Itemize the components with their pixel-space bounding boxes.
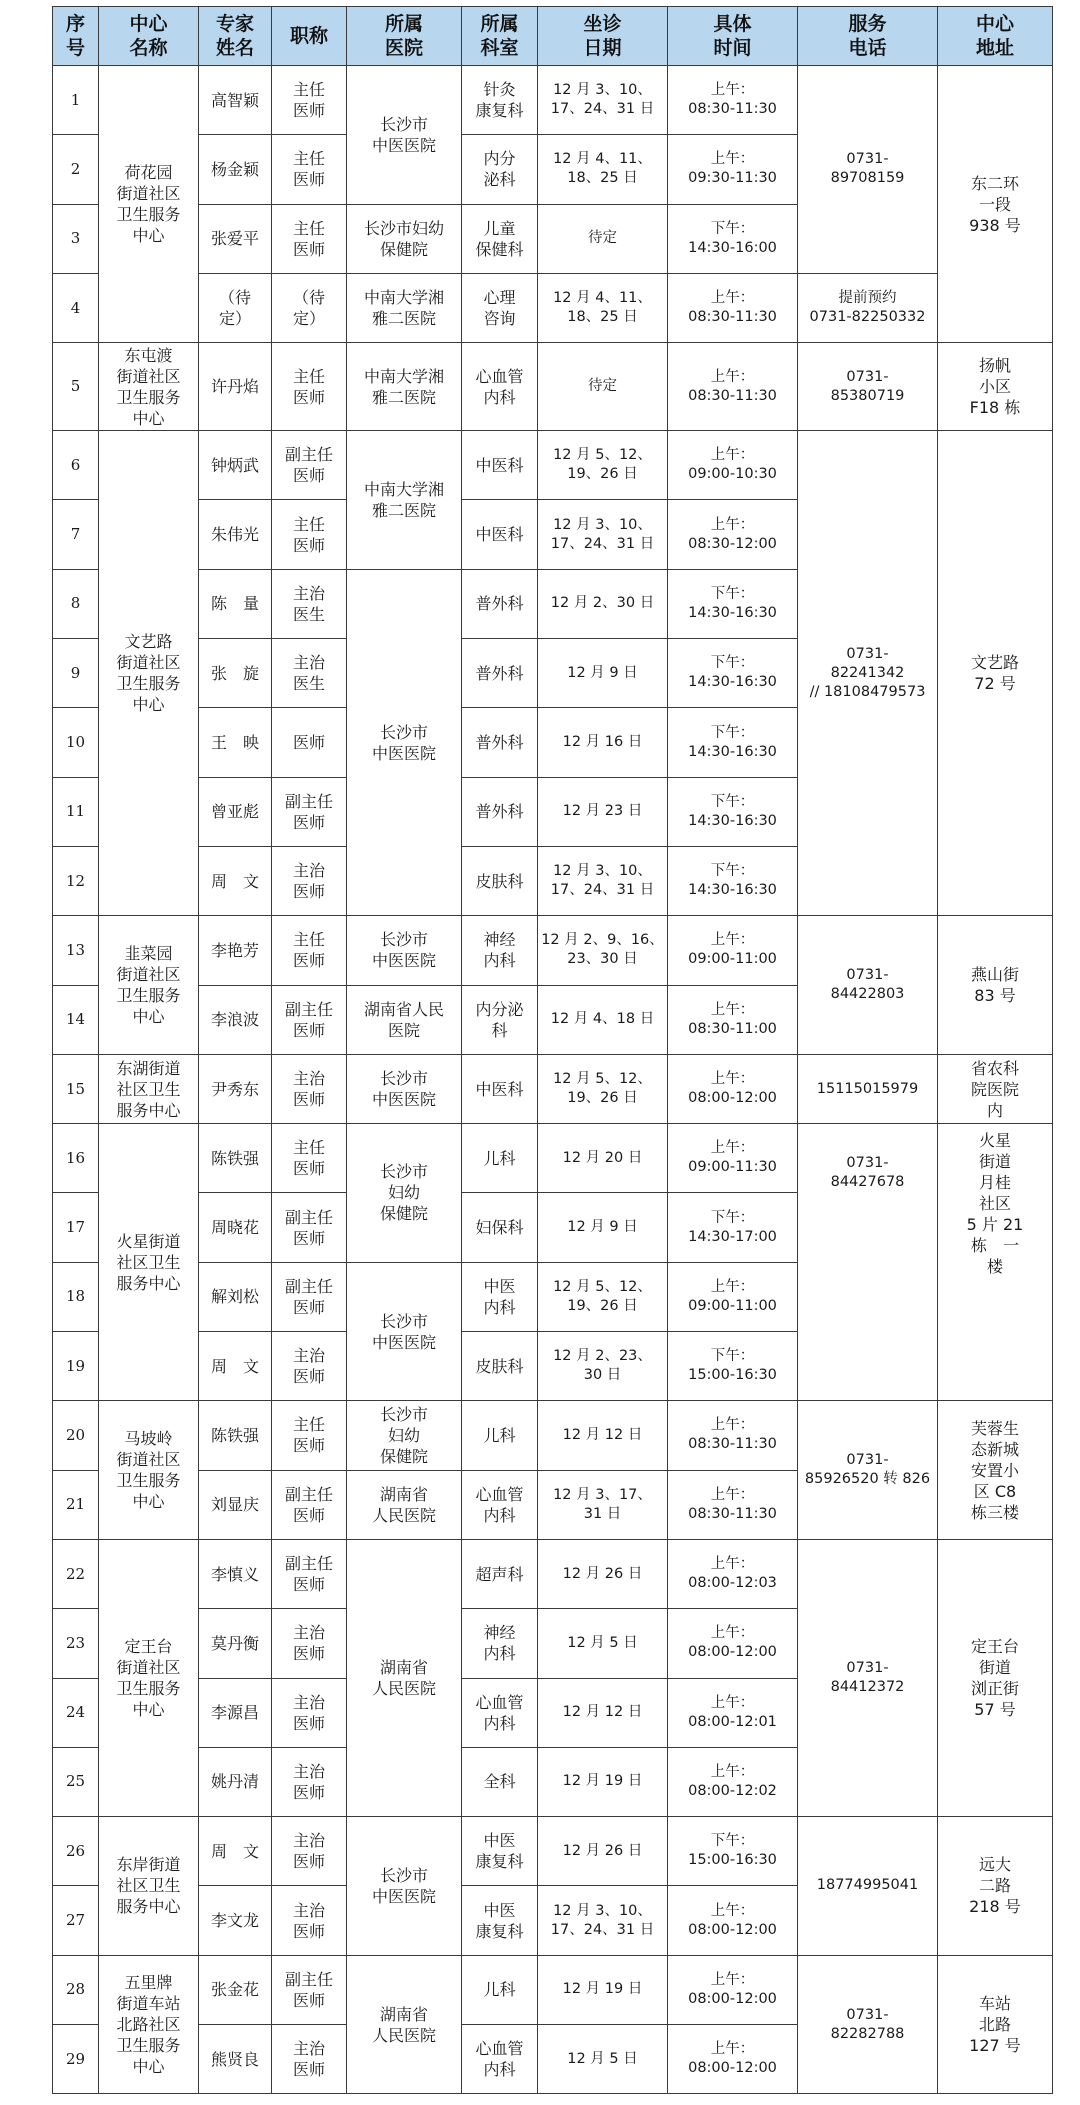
center-address: 扬帆 小区 F18 栋 [938,343,1053,431]
department: 普外科 [462,639,538,708]
table-row [53,1054,1053,1123]
center-address: 远大 二路 218 号 [938,1817,1053,1956]
hospital: 长沙市 中医医院 [347,1262,462,1401]
visit-time: 上午： 08:30-11:30 [668,343,798,431]
visit-time: 下午： 14:30-16:30 [668,569,798,638]
header-no: 序 号 [53,7,99,66]
row-no: 20 [53,1401,99,1470]
hospital: 长沙市 中医医院 [347,1817,462,1956]
expert-name: 张 旋 [199,639,272,708]
hospital: 长沙市 中医医院 [347,66,462,205]
center-name: 韭菜园 街道社区 卫生服务 中心 [99,916,199,1055]
row-no: 8 [53,569,99,638]
visit-date: 12 月 5、12、 19、26 日 [538,1054,668,1123]
expert-title: 主任 医师 [272,343,347,431]
table-row [53,916,1053,985]
visit-time: 下午： 14:30-16:30 [668,777,798,846]
header-hospital: 所属 医院 [347,7,462,66]
visit-date: 12 月 26 日 [538,1539,668,1608]
hospital: 中南大学湘 雅二医院 [347,431,462,570]
visit-time: 上午： 08:00-12:02 [668,1747,798,1816]
service-phone: 0731- 85926520 转 826 [798,1401,938,1540]
visit-date: 12 月 3、10、 17、24、31 日 [538,500,668,569]
expert-title: 副主任 医师 [272,1262,347,1331]
visit-date: 12 月 12 日 [538,1401,668,1470]
expert-title: 主任 医师 [272,500,347,569]
expert-name: 朱伟光 [199,500,272,569]
center-address: 东二环 一段 938 号 [938,66,1053,343]
visit-time: 上午： 09:00-11:30 [668,1124,798,1193]
visit-time: 上午： 09:00-11:00 [668,916,798,985]
expert-title: 主任 医师 [272,204,347,273]
expert-title: 副主任 医师 [272,777,347,846]
service-phone: 0731- 85380719 [798,343,938,431]
department: 神经 内科 [462,1609,538,1678]
expert-schedule-table [52,6,1053,2094]
expert-name: 杨金颖 [199,135,272,204]
hospital: 湖南省 人民医院 [347,1470,462,1539]
visit-time: 下午： 14:30-16:30 [668,846,798,915]
row-no: 16 [53,1124,99,1193]
department: 心血管 内科 [462,1470,538,1539]
visit-date: 12 月 19 日 [538,1747,668,1816]
visit-time: 下午： 15:00-16:30 [668,1332,798,1401]
visit-time: 上午： 09:30-11:30 [668,135,798,204]
service-phone: 0731- 84412372 [798,1539,938,1816]
row-no: 29 [53,2025,99,2094]
expert-title: 医师 [272,708,347,777]
service-phone: 0731- 84422803 [798,916,938,1055]
center-address: 燕山街 83 号 [938,916,1053,1055]
department: 神经 内科 [462,916,538,985]
visit-date: 12 月 26 日 [538,1817,668,1886]
header-date: 坐诊 日期 [538,7,668,66]
expert-title: 副主任 医师 [272,1470,347,1539]
hospital: 长沙市 妇幼 保健院 [347,1401,462,1470]
visit-time: 上午： 08:00-12:00 [668,1955,798,2024]
department: 中医 康复科 [462,1817,538,1886]
hospital: 中南大学湘 雅二医院 [347,273,462,342]
center-name: 东湖街道 社区卫生 服务中心 [99,1054,199,1123]
row-no: 23 [53,1609,99,1678]
table-row [53,1955,1053,2024]
visit-time: 上午： 09:00-11:00 [668,1262,798,1331]
expert-name: 高智颖 [199,66,272,135]
expert-title: 主任 医师 [272,135,347,204]
row-no: 21 [53,1470,99,1539]
department: 中医 内科 [462,1262,538,1331]
expert-title: 主治 医师 [272,1609,347,1678]
expert-name: 陈 量 [199,569,272,638]
visit-date: 12 月 3、10、 17、24、31 日 [538,1886,668,1955]
visit-time: 上午： 08:00-12:00 [668,1886,798,1955]
department: 心理 咨询 [462,273,538,342]
service-phone: 0731- 89708159 [798,66,938,274]
row-no: 14 [53,985,99,1054]
expert-title: 主治 医生 [272,569,347,638]
department: 内分 泌科 [462,135,538,204]
visit-date: 12 月 4、11、 18、25 日 [538,273,668,342]
visit-date: 12 月 5、12、 19、26 日 [538,431,668,500]
expert-title: 主治 医师 [272,1054,347,1123]
center-address: 火星 街道 月桂 社区 5 片 21 栋 一 楼 [938,1124,1053,1401]
visit-date: 12 月 3、10、 17、24、31 日 [538,66,668,135]
expert-title: 主治 医师 [272,1747,347,1816]
visit-date: 12 月 9 日 [538,639,668,708]
visit-date: 12 月 5、12、 19、26 日 [538,1262,668,1331]
expert-title: 副主任 医师 [272,1539,347,1608]
visit-time: 下午： 14:30-16:00 [668,204,798,273]
visit-time: 上午： 08:00-12:01 [668,1678,798,1747]
visit-time: 上午： 08:00-12:00 [668,1609,798,1678]
department: 普外科 [462,708,538,777]
hospital: 长沙市 中医医院 [347,1054,462,1123]
center-address: 定王台 街道 浏正街 57 号 [938,1539,1053,1816]
department: 中医科 [462,431,538,500]
expert-name: 李源昌 [199,1678,272,1747]
visit-date: 12 月 12 日 [538,1678,668,1747]
hospital: 长沙市 中医医院 [347,569,462,915]
visit-time: 上午： 08:30-11:30 [668,66,798,135]
row-no: 1 [53,66,99,135]
row-no: 18 [53,1262,99,1331]
expert-title: （待 定） [272,273,347,342]
row-no: 9 [53,639,99,708]
department: 儿科 [462,1955,538,2024]
visit-time: 上午： 08:30-11:30 [668,1470,798,1539]
row-no: 22 [53,1539,99,1608]
table-row [53,66,1053,135]
row-no: 24 [53,1678,99,1747]
hospital: 长沙市 妇幼 保健院 [347,1124,462,1263]
visit-time: 上午： 08:30-12:00 [668,500,798,569]
table-row [53,431,1053,500]
row-no: 7 [53,500,99,569]
center-address: 文艺路 72 号 [938,431,1053,916]
expert-name: 李浪波 [199,985,272,1054]
expert-title: 副主任 医师 [272,985,347,1054]
department: 皮肤科 [462,1332,538,1401]
row-no: 10 [53,708,99,777]
visit-date: 12 月 2、23、 30 日 [538,1332,668,1401]
row-no: 19 [53,1332,99,1401]
header-expert: 专家 姓名 [199,7,272,66]
center-name: 东岸街道 社区卫生 服务中心 [99,1817,199,1956]
hospital: 长沙市 中医医院 [347,916,462,985]
expert-name: 李文龙 [199,1886,272,1955]
visit-date: 待定 [538,204,668,273]
expert-name: 周 文 [199,846,272,915]
expert-title: 主治 医师 [272,846,347,915]
expert-title: 副主任 医师 [272,1193,347,1262]
expert-name: 姚丹清 [199,1747,272,1816]
header-address: 中心 地址 [938,7,1053,66]
expert-name: 周晓花 [199,1193,272,1262]
expert-name: 钟炳武 [199,431,272,500]
visit-date: 12 月 9 日 [538,1193,668,1262]
department: 针灸 康复科 [462,66,538,135]
department: 妇保科 [462,1193,538,1262]
expert-name: 熊贤良 [199,2025,272,2094]
expert-name: 周 文 [199,1332,272,1401]
table-row [53,1401,1053,1470]
row-no: 27 [53,1886,99,1955]
expert-name: 莫丹衡 [199,1609,272,1678]
expert-name: 张金花 [199,1955,272,2024]
visit-date: 12 月 2、9、16、 23、30 日 [538,916,668,985]
expert-title: 主任 医师 [272,66,347,135]
row-no: 11 [53,777,99,846]
row-no: 15 [53,1054,99,1123]
table-row [53,343,1053,431]
service-phone: 0731- 82241342 // 18108479573 [798,431,938,916]
department: 中医 康复科 [462,1886,538,1955]
header-dept: 所属 科室 [462,7,538,66]
center-name: 定王台 街道社区 卫生服务 中心 [99,1539,199,1816]
visit-date: 12 月 19 日 [538,1955,668,2024]
expert-title: 主治 医师 [272,1678,347,1747]
department: 普外科 [462,777,538,846]
service-phone: 18774995041 [798,1817,938,1956]
expert-title: 主任 医师 [272,916,347,985]
center-address: 省农科 院医院 内 [938,1054,1053,1123]
service-phone: 提前预约 0731-82250332 [798,273,938,342]
expert-name: 陈铁强 [199,1124,272,1193]
hospital: 中南大学湘 雅二医院 [347,343,462,431]
center-name: 东屯渡 街道社区 卫生服务 中心 [99,343,199,431]
visit-time: 上午： 08:00-12:00 [668,1054,798,1123]
visit-date: 12 月 2、30 日 [538,569,668,638]
hospital: 湖南省人民 医院 [347,985,462,1054]
expert-name: 曾亚彪 [199,777,272,846]
expert-title: 主治 医师 [272,1817,347,1886]
hospital: 湖南省 人民医院 [347,1539,462,1816]
department: 心血管 内科 [462,1678,538,1747]
hospital: 湖南省 人民医院 [347,1955,462,2094]
visit-date: 12 月 23 日 [538,777,668,846]
visit-date: 12 月 5 日 [538,2025,668,2094]
row-no: 4 [53,273,99,342]
visit-time: 下午： 14:30-16:30 [668,639,798,708]
center-address: 芙蓉生 态新城 安置小 区 C8 栋三楼 [938,1401,1053,1540]
row-no: 2 [53,135,99,204]
center-name: 荷花园 街道社区 卫生服务 中心 [99,66,199,343]
center-name: 五里牌 街道车站 北路社区 卫生服务 中心 [99,1955,199,2094]
header-title: 职称 [272,7,347,66]
row-no: 3 [53,204,99,273]
expert-name: 王 映 [199,708,272,777]
row-no: 5 [53,343,99,431]
center-name: 马坡岭 街道社区 卫生服务 中心 [99,1401,199,1540]
row-no: 13 [53,916,99,985]
expert-title: 主治 医师 [272,1332,347,1401]
expert-name: 张爱平 [199,204,272,273]
service-phone: 0731- 84427678 [798,1124,938,1401]
expert-title: 主治 医师 [272,2025,347,2094]
department: 全科 [462,1747,538,1816]
expert-title: 主任 医师 [272,1401,347,1470]
expert-title: 主治 医生 [272,639,347,708]
visit-time: 上午： 08:00-12:00 [668,2025,798,2094]
expert-name: 李慎义 [199,1539,272,1608]
center-address: 车站 北路 127 号 [938,1955,1053,2094]
visit-date: 12 月 3、17、 31 日 [538,1470,668,1539]
service-phone: 15115015979 [798,1054,938,1123]
row-no: 26 [53,1817,99,1886]
expert-title: 主治 医师 [272,1886,347,1955]
expert-name: 周 文 [199,1817,272,1886]
expert-name: 解刘松 [199,1262,272,1331]
visit-time: 上午： 08:30-11:30 [668,1401,798,1470]
row-no: 6 [53,431,99,500]
table-row [53,273,1053,342]
visit-time: 上午： 08:30-11:00 [668,985,798,1054]
header-time: 具体 时间 [668,7,798,66]
visit-date: 12 月 20 日 [538,1124,668,1193]
row-no: 28 [53,1955,99,2024]
visit-time: 上午： 08:30-11:30 [668,273,798,342]
table-row [53,1124,1053,1193]
hospital: 长沙市妇幼 保健院 [347,204,462,273]
expert-name: 陈铁强 [199,1401,272,1470]
center-name: 火星街道 社区卫生 服务中心 [99,1124,199,1401]
expert-title: 副主任 医师 [272,1955,347,2024]
visit-date: 12 月 4、11、 18、25 日 [538,135,668,204]
row-no: 17 [53,1193,99,1262]
center-name: 文艺路 街道社区 卫生服务 中心 [99,431,199,916]
visit-date: 12 月 16 日 [538,708,668,777]
visit-date: 待定 [538,343,668,431]
visit-time: 下午： 14:30-16:30 [668,708,798,777]
visit-time: 下午： 14:30-17:00 [668,1193,798,1262]
visit-time: 下午： 15:00-16:30 [668,1817,798,1886]
expert-name: 刘显庆 [199,1470,272,1539]
row-no: 25 [53,1747,99,1816]
expert-title: 主任 医师 [272,1124,347,1193]
visit-date: 12 月 5 日 [538,1609,668,1678]
department: 心血管 内科 [462,2025,538,2094]
expert-name: 尹秀东 [199,1054,272,1123]
department: 皮肤科 [462,846,538,915]
schedule-sheet [52,6,1052,2094]
expert-name: 李艳芳 [199,916,272,985]
row-no: 12 [53,846,99,915]
visit-date: 12 月 4、18 日 [538,985,668,1054]
visit-date: 12 月 3、10、 17、24、31 日 [538,846,668,915]
expert-name: （待 定） [199,273,272,342]
department: 儿科 [462,1401,538,1470]
department: 内分泌 科 [462,985,538,1054]
expert-title: 副主任 医师 [272,431,347,500]
visit-time: 上午： 09:00-10:30 [668,431,798,500]
expert-name: 许丹焰 [199,343,272,431]
department: 儿童 保健科 [462,204,538,273]
table-row [53,1539,1053,1608]
department: 中医科 [462,1054,538,1123]
table-row [53,1817,1053,1886]
header-center: 中心 名称 [99,7,199,66]
department: 超声科 [462,1539,538,1608]
department: 儿科 [462,1124,538,1193]
service-phone: 0731- 82282788 [798,1955,938,2094]
department: 普外科 [462,569,538,638]
department: 心血管 内科 [462,343,538,431]
header-phone: 服务 电话 [798,7,938,66]
header-row [53,7,1053,66]
visit-time: 上午： 08:00-12:03 [668,1539,798,1608]
department: 中医科 [462,500,538,569]
